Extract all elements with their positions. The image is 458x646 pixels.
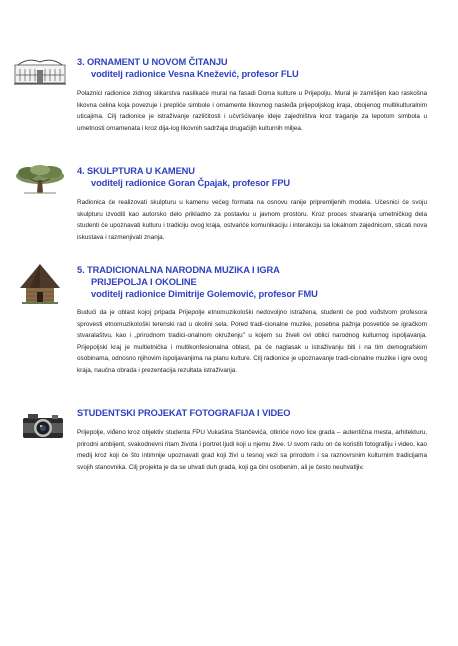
- section-title: [77, 264, 318, 300]
- building-sketch-icon: [14, 57, 66, 90]
- section-text: Radionica će realizovati skulpturu u kamenu većeg formata na osnovu ranije pripremljenih modela. Učesnici će svoju skulpturu izvoditi kao autorsko delo prikladno za postavku u javnom prostoru. Kroz proces stvaranja umetničkog dela studenti će upoznavati kulturu i tradiciju ovog kraja, ostvariće komunikaciju i interakciju sa lokalnom zajednicom, sticati nova iskustava i razmenjivati znanja.: [77, 199, 427, 241]
- section-heading-line2: PRIJEPOLJA I OKOLINE: [91, 277, 197, 287]
- section-text: Prijepolje, viđeno kroz objektiv studenta FPU Vukašina Stančevića, otkriće novo lice grada – autentična mesta, arhitekturu, prirodni ambijent, svakodnevni ritam života i portret ljudi koji u njemu žive. U svom radu on će koristiti fotografiju i video, kao medij kroz koji će što intimnije upoznavati grad koji živi u tesnoj vezi sa prirodom i sa raznovrsnim kulturnim tradicijama svojih stanovnika. Cilj projekta je da se uhvati duh grada, koji ga čini osobenim, ali je često neuhvatljiv.: [77, 429, 427, 471]
- section-heading: 5. TRADICIONALNA NARODNA MUZIKA I IGRA: [77, 265, 280, 275]
- wooden-church-icon: [18, 262, 62, 311]
- section-text: Budući da je oblast kojoj pripada Prijepolje etnomuzikološki nedovoljno istražena, studenti će pod vođstvom profesora sprovesti etnomuzikološki terenski rad u okolini sela. Pored tradi-cionalne muzike, posebna pažnja posvetiće se igračkom stvaralaštvu, kao i „prirodnom tradici-onalnom okruženju" u kojem su živeli ovi oblici narodnog kulturnog ispoljavanja. Prijepoljski kraj je multietnička i multikonfesionalna oblast, pa će naglasak u istraživanju biti i na tim demografskim osobinama, odnosno njihovim ispoljavanjima na planu kulture. Cilj radionice je upoznavanje tradi-cionalne muzike i igre ovog kraja, naučna obrada i prezentacija rezultata istraživanja.: [77, 309, 427, 374]
- section-text: Polaznici radionice zidnog slikarstva naslikaće mural na fasadi Doma kulture u Prijepolju. Mural je zamišljen kao raskošna likovna celina koja povezuje i prepliće simbole i ornamente likovnog nasleđa prijepoljskog kraja, obojenog multikulturalnim uticajima. Cilj radionice je istraživanje različitosti i učvršćivanje ideje zajedništva kroz traganje za lepotom simbola u umetnosti ornamenata i kroz dija-log likovnih sadržaja drugačijih kulturnih milјea.: [77, 90, 427, 132]
- section-subtitle: voditelj radionice Vesna Knežević, profesor FLU: [91, 69, 299, 79]
- section-title: [77, 56, 299, 80]
- section-heading: 3. ORNAMENT U NOVOM ČITANJU: [77, 57, 228, 67]
- tree-icon: [14, 163, 66, 200]
- section-subtitle: voditelj radionice Dimitrije Golemović, profesor FMU: [91, 289, 318, 299]
- section-heading: 4. SKULPTURA U KAMENU: [77, 166, 195, 176]
- section-title: [77, 407, 290, 419]
- section-title: [77, 165, 290, 189]
- camera-icon: [22, 412, 64, 445]
- section-subtitle: voditelj radionice Goran Čpajak, profesor FPU: [91, 178, 291, 188]
- section-heading: STUDENTSKI PROJEKAT FOTOGRAFIJA I VIDEO: [77, 408, 291, 418]
